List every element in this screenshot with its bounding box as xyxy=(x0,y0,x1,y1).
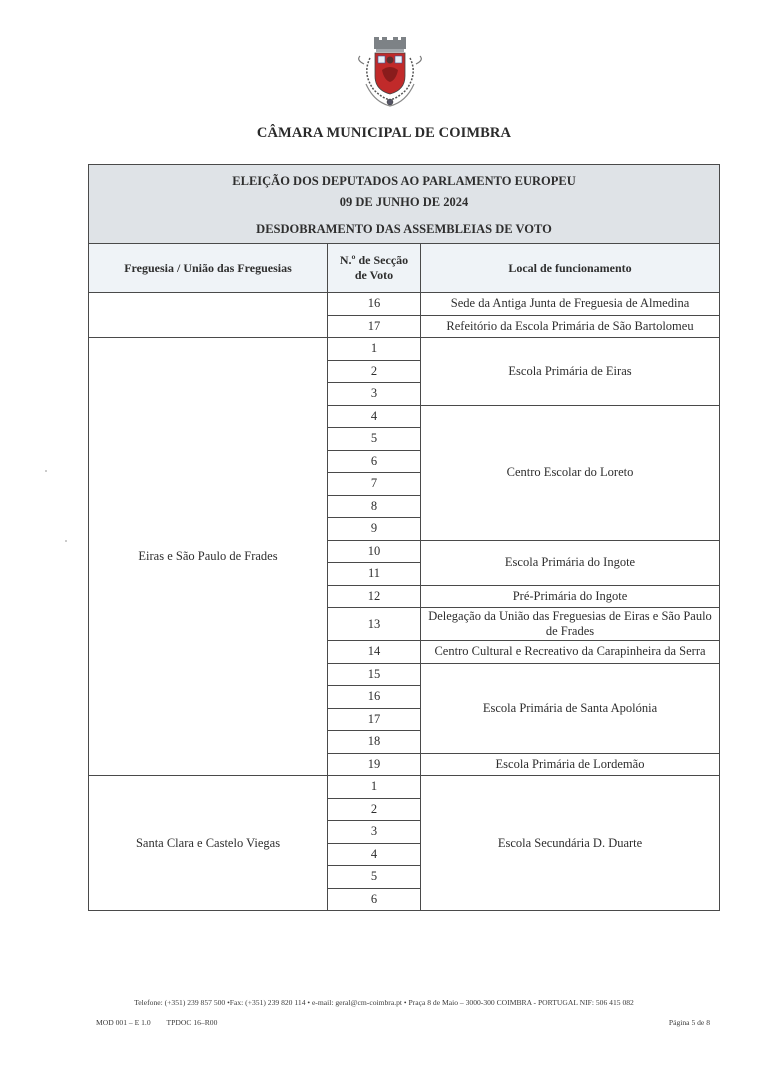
section-number: 17 xyxy=(328,315,421,338)
section-number: 16 xyxy=(328,293,421,316)
section-number: 2 xyxy=(328,798,421,821)
section-number: 2 xyxy=(328,360,421,383)
section-number: 9 xyxy=(328,518,421,541)
section-number: 1 xyxy=(328,776,421,799)
section-number: 18 xyxy=(328,731,421,754)
location-cell: Escola Secundária D. Duarte xyxy=(421,776,720,911)
location-cell: Pré-Primária do Ingote xyxy=(421,585,720,608)
section-number: 4 xyxy=(328,405,421,428)
table-row xyxy=(89,293,720,316)
scan-speck xyxy=(45,470,47,472)
title-band xyxy=(89,165,720,244)
location-cell: Centro Cultural e Recreativo da Carapinheira da Serra xyxy=(421,641,720,664)
section-number: 6 xyxy=(328,450,421,473)
location-cell: Centro Escolar do Loreto xyxy=(421,405,720,540)
col-header-seccao xyxy=(328,244,421,293)
location-cell: Refeitório da Escola Primária de São Bartolomeu xyxy=(421,315,720,338)
section-number: 14 xyxy=(328,641,421,664)
section-number: 6 xyxy=(328,888,421,911)
footer-mod: MOD 001 – E 1.0 xyxy=(96,1018,151,1027)
section-number: 3 xyxy=(328,821,421,844)
footer-tpdoc: TPDOC 16–R00 xyxy=(166,1018,218,1027)
section-number: 3 xyxy=(328,383,421,406)
section-number: 13 xyxy=(328,608,421,641)
freguesia-cell: Eiras e São Paulo de Frades xyxy=(89,338,328,776)
column-header-row xyxy=(89,244,720,293)
location-cell: Escola Primária de Lordemão xyxy=(421,753,720,776)
page-number: Página 5 de 8 xyxy=(668,1018,710,1027)
section-number: 16 xyxy=(328,686,421,709)
table-row xyxy=(89,776,720,799)
coimbra-coat-of-arms-icon xyxy=(352,36,428,112)
section-number: 5 xyxy=(328,866,421,889)
org-title: CÂMARA MUNICIPAL DE COIMBRA xyxy=(256,125,512,141)
footer-contact: Telefone: (+351) 239 857 500 •Fax: (+351) 239 820 114 • e-mail: geral@cm-coimbra.pt • Praça 8 de Maio – 3000-300 COIMBRA - PORTUGAL NIF: 506 415 082 xyxy=(134,998,634,1007)
col-header-local: Local de funcionamento xyxy=(421,244,720,293)
col-header-freguesia: Freguesia / União das Freguesias xyxy=(89,244,328,293)
document-subtitle: DESDOBRAMENTO DAS ASSEMBLEIAS DE VOTO xyxy=(256,221,552,236)
section-number: 7 xyxy=(328,473,421,496)
col-header-seccao-line2: de Voto xyxy=(354,268,394,282)
section-number: 11 xyxy=(328,563,421,586)
section-number: 17 xyxy=(328,708,421,731)
title-band-row xyxy=(89,165,720,244)
table-row xyxy=(89,338,720,361)
section-number: 19 xyxy=(328,753,421,776)
location-cell: Escola Primária de Eiras xyxy=(421,338,720,406)
section-number: 8 xyxy=(328,495,421,518)
scan-speck xyxy=(65,540,67,542)
footer-doc-codes xyxy=(96,1018,217,1027)
section-number: 1 xyxy=(328,338,421,361)
location-cell: Escola Primária de Santa Apolónia xyxy=(421,663,720,753)
section-number: 12 xyxy=(328,585,421,608)
section-number: 10 xyxy=(328,540,421,563)
section-number: 15 xyxy=(328,663,421,686)
election-title: ELEIÇÃO DOS DEPUTADOS AO PARLAMENTO EUROPEU xyxy=(232,173,576,188)
section-number: 4 xyxy=(328,843,421,866)
freguesia-cell: Santa Clara e Castelo Viegas xyxy=(89,776,328,911)
freguesia-cell xyxy=(89,293,328,338)
election-date: 09 DE JUNHO DE 2024 xyxy=(339,195,469,210)
col-header-seccao-line1: N.º de Secção xyxy=(339,253,409,267)
section-number: 5 xyxy=(328,428,421,451)
assembly-table xyxy=(88,164,720,911)
location-cell: Delegação da União das Freguesias de Eiras e São Paulo de Frades xyxy=(421,608,720,641)
location-cell: Escola Primária do Ingote xyxy=(421,540,720,585)
location-cell: Sede da Antiga Junta de Freguesia de Almedina xyxy=(421,293,720,316)
